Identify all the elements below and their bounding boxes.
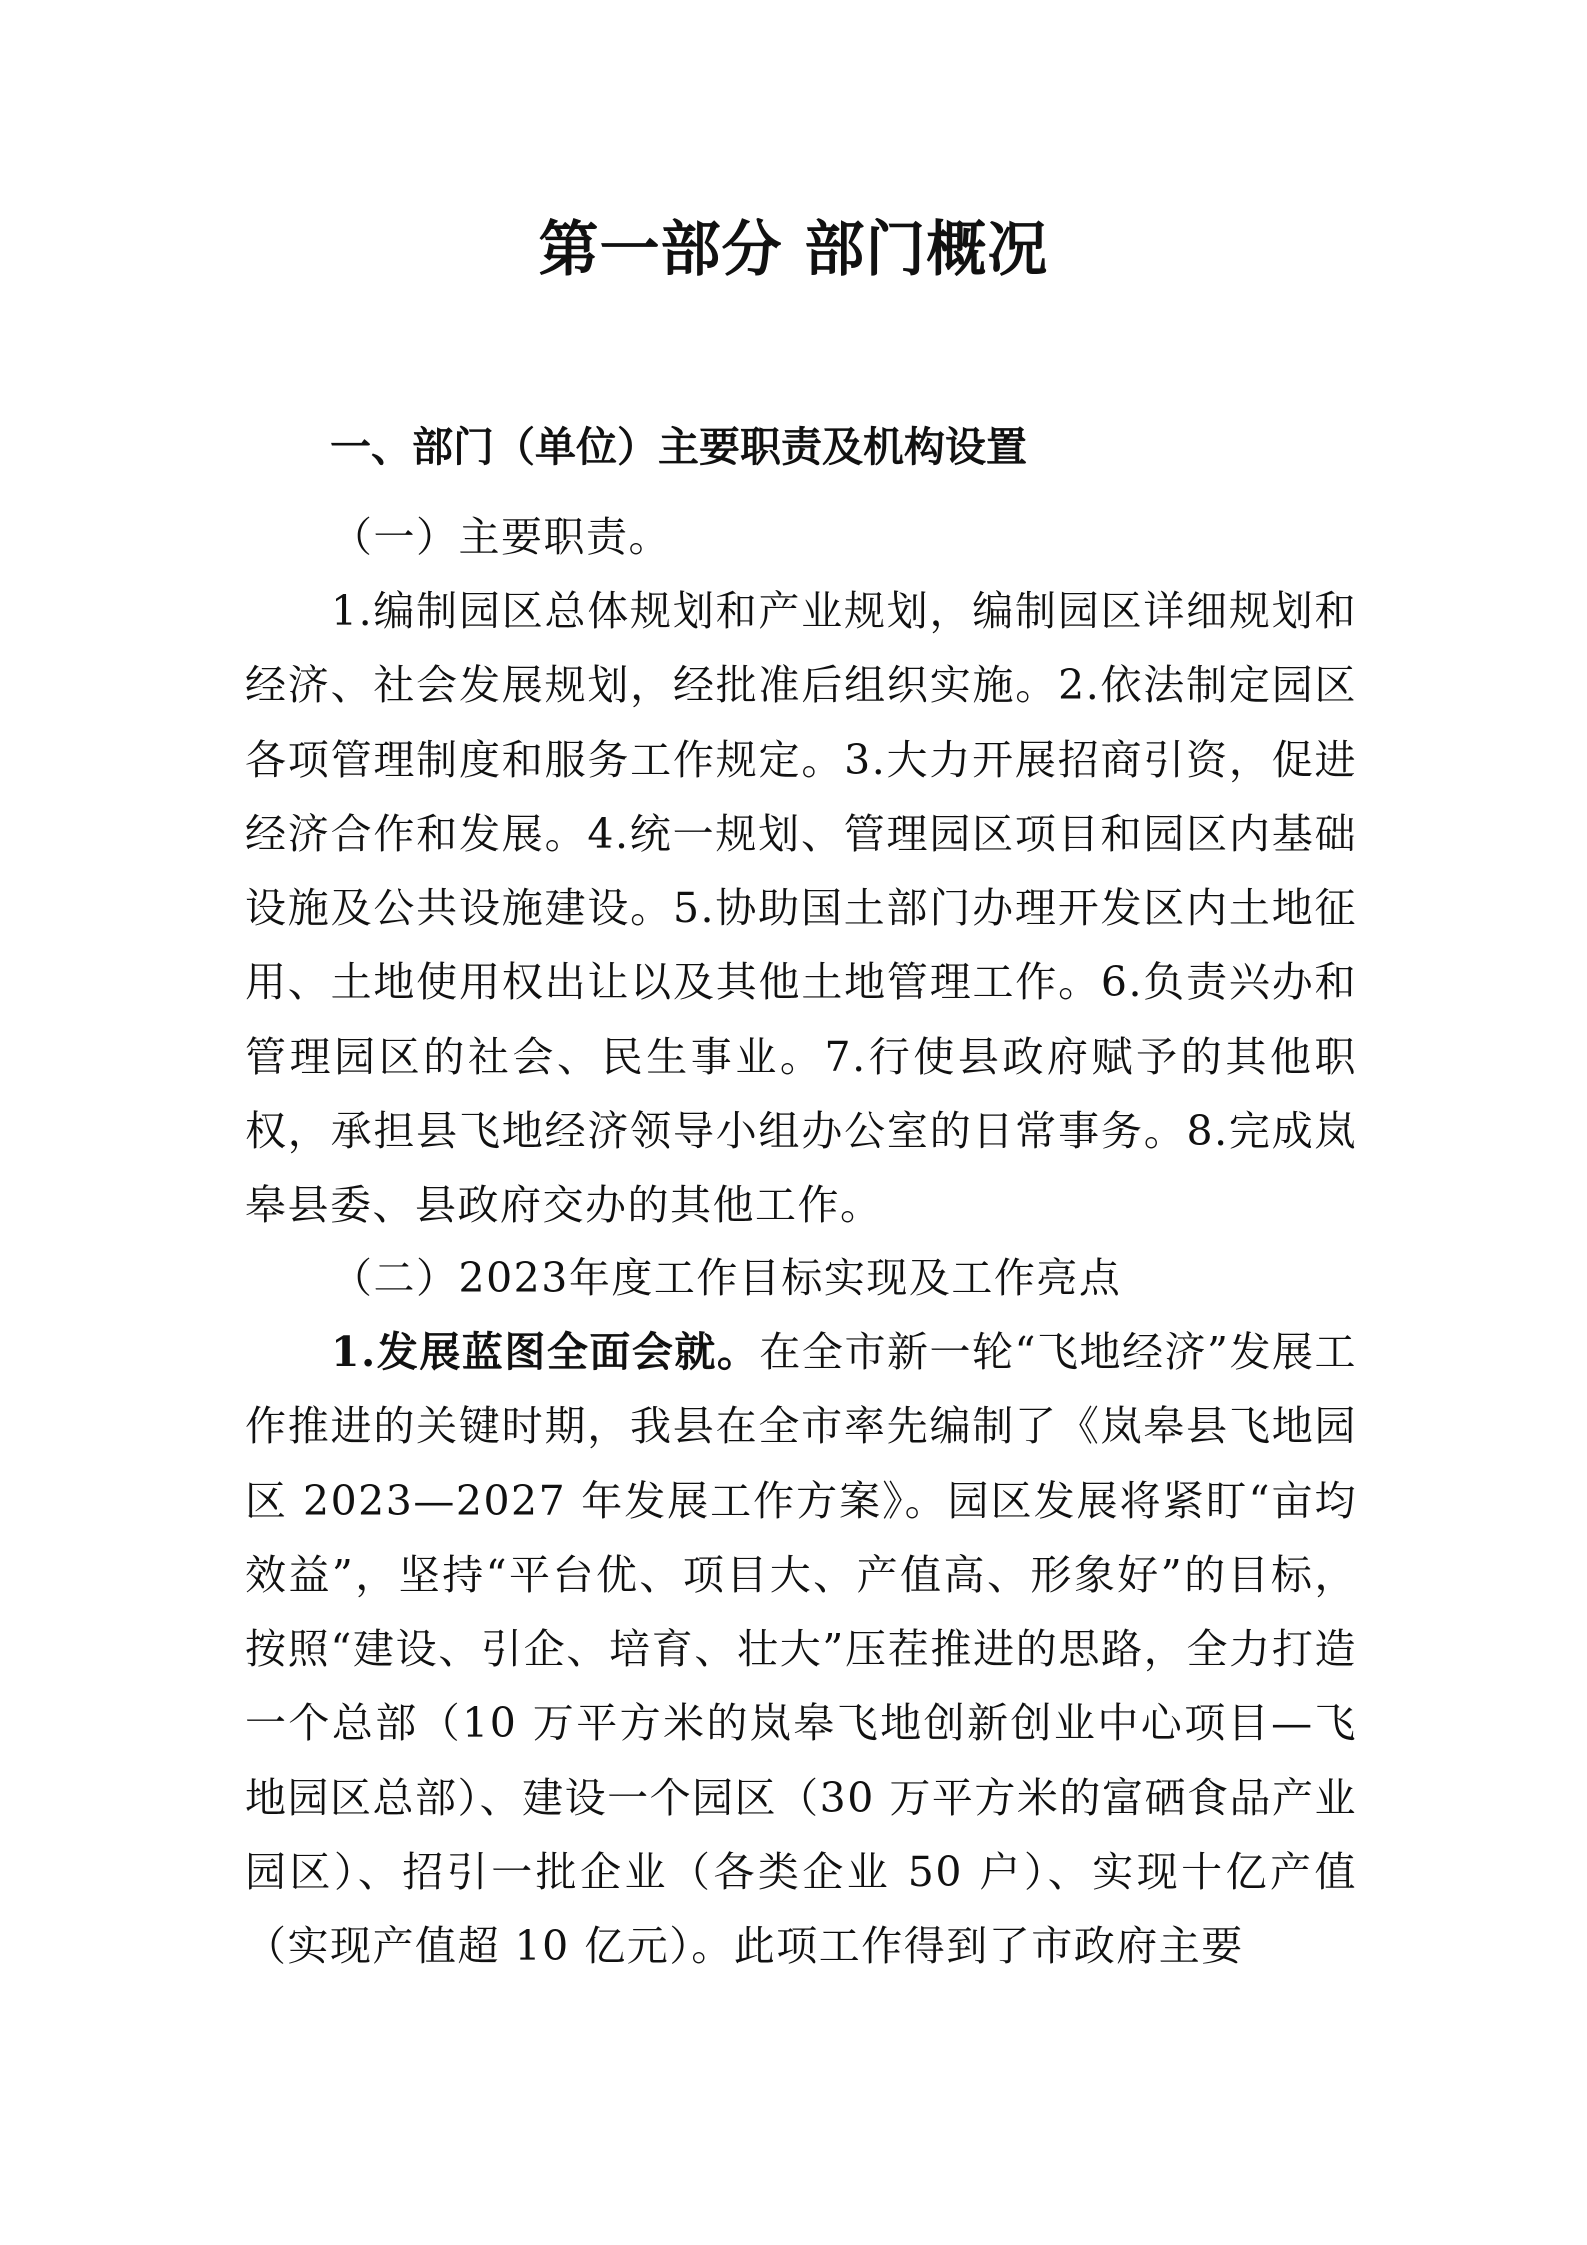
goals-paragraph [245,1315,1357,1984]
subheading-work-goals: （二）2023年度工作目标实现及工作亮点 [331,1254,1122,1302]
paragraph-body: 在全市新一轮“飞地经济”发展工作推进的关键时期，我县在全市率先编制了《岚皋县飞地园区 2023—2027 年发展工作方案》。园区发展将紧盯“亩均效益”，坚持“平台优、项目大、产值高、形象好”的目标，按照“建设、引企、培育、壮大”压茬推进的思路，全力打造一个总部（10 万平方米的岚皋飞地创新创业中心项目—飞地园区总部）、建设一个园区（30 万平方米的富硒食品产业园区）、招引一批企业（各类企业 50 户）、实现十亿产值（实现产值超 10 亿元）。此项工作得到了市政府主要 [245,1328,1357,1971]
page-title: 第一部分 部门概况 [538,215,1049,285]
duties-paragraph: 1.编制园区总体规划和产业规划，编制园区详细规划和经济、社会发展规划，经批准后组织实施。2.依法制定园区各项管理制度和服务工作规定。3.大力开展招商引资，促进经济合作和发展。4.统一规划、管理园区项目和园区内基础设施及公共设施建设。5.协助国土部门办理开发区内土地征用、土地使用权出让以及其他土地管理工作。6.负责兴办和管理园区的社会、民生事业。7.行使县政府赋予的其他职权，承担县飞地经济领导小组办公室的日常事务。8.完成岚皋县委、县政府交办的其他工作。 [245,587,1357,1230]
paragraph-lead-bold: 1.发展蓝图全面会就。 [331,1328,760,1376]
subheading-main-duties: （一）主要职责。 [331,513,671,561]
section-heading: 一、部门（单位）主要职责及机构设置 [330,423,1027,471]
